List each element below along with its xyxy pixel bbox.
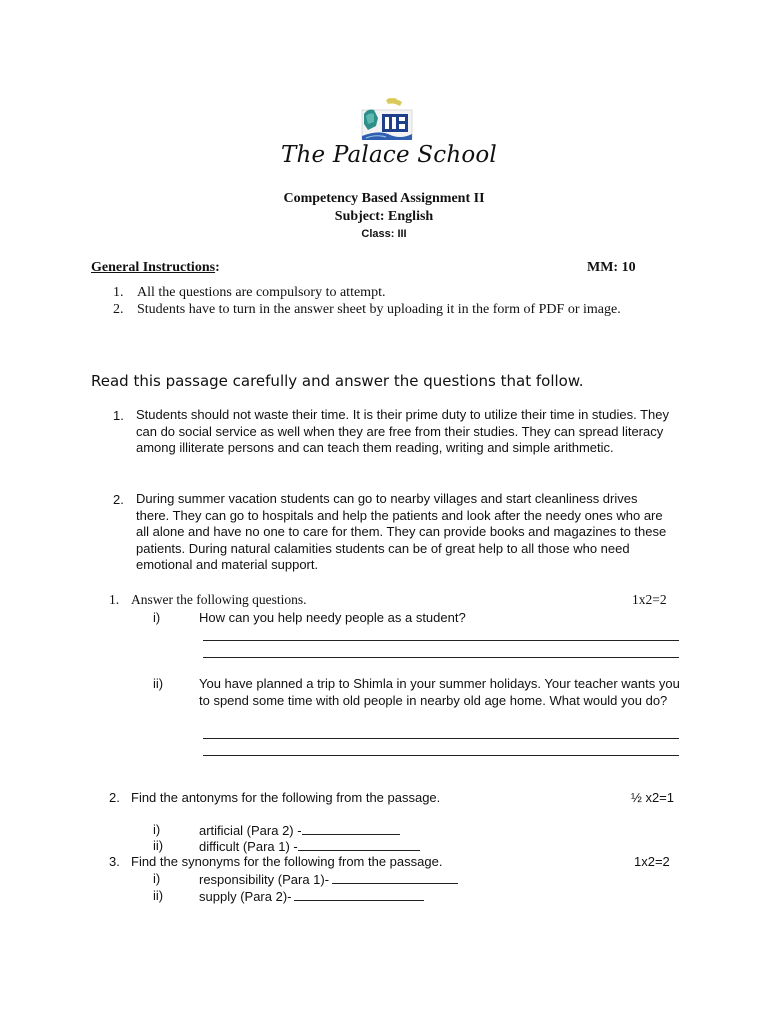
sub-question-number: ii): [153, 676, 164, 691]
general-instructions-colon: :: [215, 260, 220, 275]
sub-question-number: i): [153, 871, 161, 886]
sub-question-number: ii): [153, 888, 164, 903]
question-2-ii: [199, 838, 420, 856]
question-3-i: [199, 871, 458, 889]
question-3-marks: 1x2=2: [634, 854, 670, 869]
instruction-number: 2.: [113, 302, 124, 317]
question-3-text: Find the synonyms for the following from the passage.: [131, 854, 443, 869]
answer-line[interactable]: [203, 738, 679, 739]
question-1-text: Answer the following questions.: [131, 592, 307, 607]
instruction-number: 1.: [113, 285, 124, 300]
passage-paragraph-number: 1.: [113, 408, 124, 423]
answer-blank[interactable]: [298, 838, 420, 851]
answer-line[interactable]: [203, 640, 679, 641]
school-name: The Palace School: [280, 142, 497, 168]
sub-question-number: ii): [153, 838, 164, 853]
school-logo: [358, 96, 416, 144]
passage-paragraph-2: During summer vacation students can go to nearby villages and start cleanliness drives there. They can go to hospitals and help the patients and look after the needy ones who are all alone and have no one to care for them. They can provide books and magazines to these patients. During natural calamities students can be of great help to all those who need emotional and material support.: [136, 491, 667, 573]
question-1-marks: 1x2=2: [632, 592, 667, 607]
subject-line: Subject: English: [334, 209, 434, 224]
question-3-ii-text: supply (Para 2)-: [199, 889, 292, 904]
question-number: 3.: [109, 854, 120, 869]
answer-line[interactable]: [203, 755, 679, 756]
class-line: Class: III: [361, 228, 407, 240]
question-number: 2.: [109, 790, 120, 805]
instruction-text: All the questions are compulsory to attempt.: [137, 285, 386, 300]
question-1-i-text: How can you help needy people as a student?: [199, 610, 466, 625]
question-2-i-text: artificial (Para 2) -: [199, 823, 302, 838]
max-marks: MM: 10: [587, 260, 636, 275]
passage-paragraph-1: Students should not waste their time. It is their prime duty to utilize their time in studies. They can do social service as well when they are free from their studies. They can spread literacy among illiterate persons and can teach them reading, writing and simple arithmetic.: [136, 407, 670, 456]
assignment-title: Competency Based Assignment II: [283, 191, 485, 206]
question-3-ii: [199, 888, 424, 906]
question-2-text: Find the antonyms for the following from the passage.: [131, 790, 441, 805]
sub-question-number: i): [153, 610, 161, 625]
general-instructions-label: [91, 260, 220, 276]
passage-paragraph-number: 2.: [113, 492, 124, 507]
question-number: 1.: [109, 592, 120, 607]
passage-heading: Read this passage carefully and answer the questions that follow.: [91, 372, 584, 390]
instruction-text: Students have to turn in the answer sheet by uploading it in the form of PDF or image.: [137, 302, 621, 317]
sub-question-number: i): [153, 822, 161, 837]
question-1-ii-text: You have planned a trip to Shimla in your summer holidays. Your teacher wants you to spend some time with old people in nearby old age home. What would you do?: [199, 676, 680, 708]
answer-blank[interactable]: [302, 822, 400, 835]
question-2-i: [199, 822, 400, 840]
answer-blank[interactable]: [332, 871, 458, 884]
answer-line[interactable]: [203, 657, 679, 658]
question-2-marks: ½ x2=1: [631, 790, 675, 805]
general-instructions-text: General Instructions: [91, 260, 216, 275]
answer-blank[interactable]: [294, 888, 424, 901]
question-2-ii-text: difficult (Para 1) -: [199, 839, 298, 854]
instruction-item: [113, 285, 385, 301]
question-3-i-text: responsibility (Para 1)-: [199, 872, 330, 887]
instruction-item: [113, 302, 621, 318]
